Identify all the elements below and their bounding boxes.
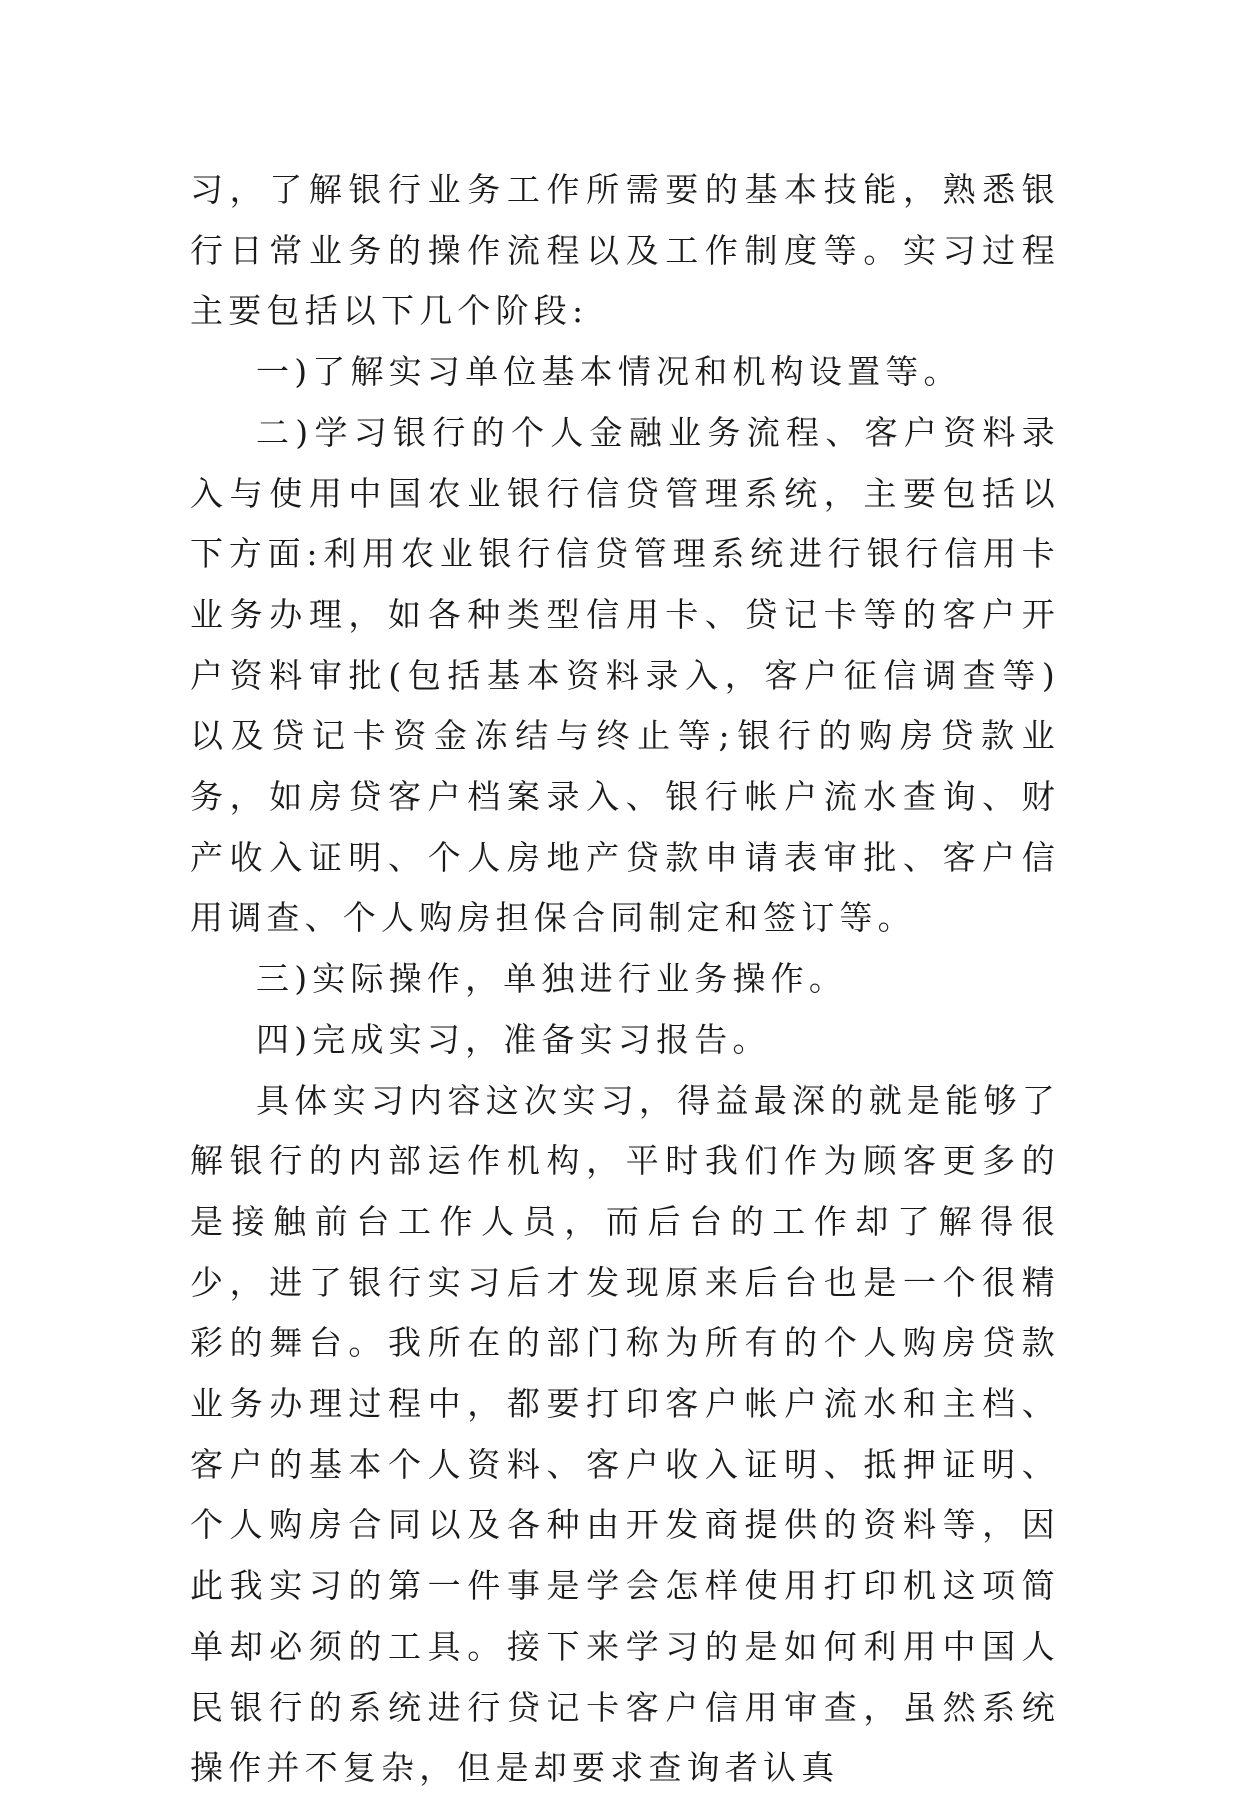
paragraph-continuation: 习，了解银行业务工作所需要的基本技能，熟悉银行日常业务的操作流程以及工作制度等。实习过程主要包括以下几个阶段: <box>190 170 1060 331</box>
paragraph-internship-content: 具体实习内容这次实习，得益最深的就是能够了解银行的内部运作机构，平时我们作为顾客更多的是接触前台工作人员，而后台的工作却了解得很少，进了银行实习后才发现原来后台也是一个很精彩的舞台。我所在的部门称为所有的个人购房贷款业务办理过程中，都要打印客户帐户流水和主档、客户的基本个人资料、客户收入证明、抵押证明、个人购房合同以及各种由开发商提供的资料等，因此我实习的第一件事是学会怎样使用打印机这项简单却必须的工具。接下来学习的是如何利用中国人民银行的系统进行贷记卡客户信用审查，虽然系统操作并不复杂，但是却要求查询者认真 <box>190 1080 1060 1788</box>
paragraph-stage-2: 二)学习银行的个人金融业务流程、客户资料录入与使用中国农业银行信贷管理系统，主要包括以下方面:利用农业银行信贷管理系统进行银行信用卡业务办理，如各种类型信用卡、贷记卡等的客户开户资料审批(包括基本资料录入，客户征信调查等)以及贷记卡资金冻结与终止等;银行的购房贷款业务，如房贷客户档案录入、银行帐户流水查询、财产收入证明、个人房地产贷款申请表审批、客户信用调查、个人购房担保合同制定和签订等。 <box>190 412 1060 938</box>
paragraph-stage-4: 四)完成实习，准备实习报告。 <box>256 1019 771 1059</box>
paragraph-stage-1: 一)了解实习单位基本情况和机构设置等。 <box>256 352 962 392</box>
paragraph-stage-3: 三)实际操作，单独进行业务操作。 <box>256 959 848 999</box>
document-body <box>190 160 1060 1799</box>
